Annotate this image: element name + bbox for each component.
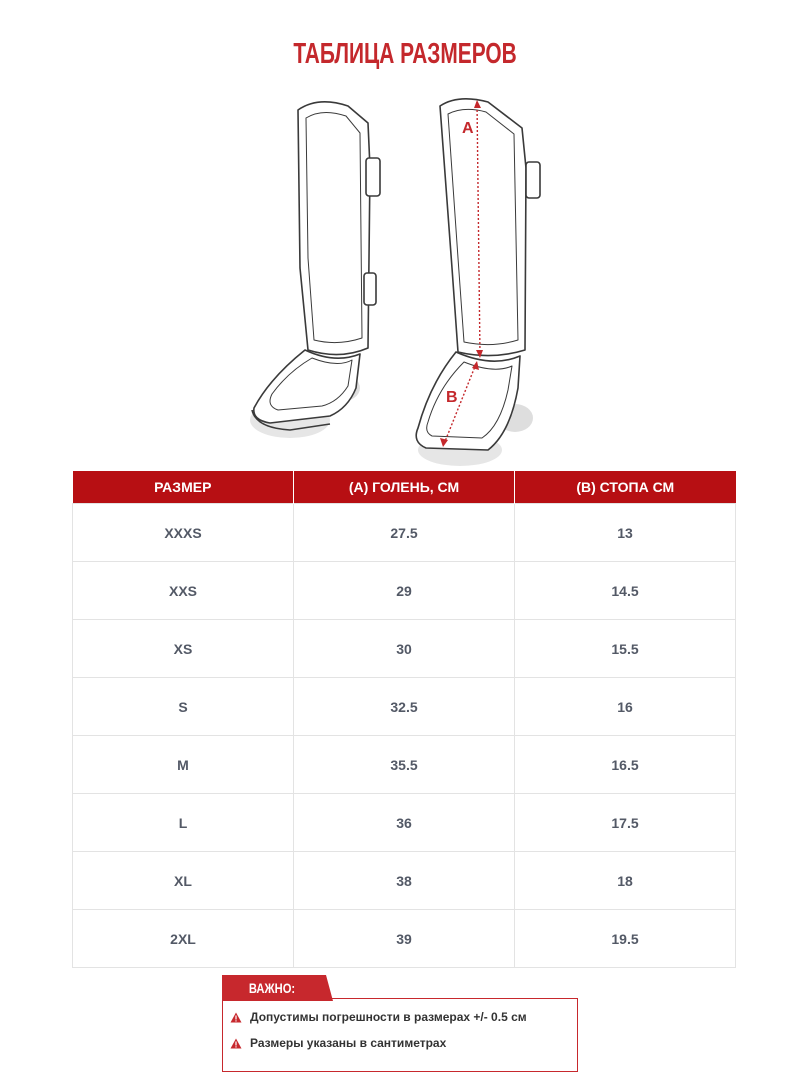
cell-foot: 14.5	[515, 562, 736, 620]
cell-shin: 35.5	[294, 736, 515, 794]
cell-foot: 16	[515, 678, 736, 736]
table-row	[73, 678, 736, 736]
right-shin-guard	[416, 99, 540, 466]
table-row	[73, 910, 736, 968]
header-shin: (А) ГОЛЕНЬ, СМ	[294, 471, 515, 504]
cell-foot: 15.5	[515, 620, 736, 678]
cell-size: S	[73, 678, 294, 736]
cell-size: XXXS	[73, 504, 294, 562]
note-line	[230, 1010, 527, 1024]
cell-size: XL	[73, 852, 294, 910]
cell-shin: 29	[294, 562, 515, 620]
cell-shin: 38	[294, 852, 515, 910]
table-row	[73, 504, 736, 562]
note-text: Допустимы погрешности в размерах +/- 0.5 см	[250, 1010, 527, 1024]
left-shin-guard	[250, 102, 380, 438]
note-tag-label: ВАЖНО:	[248, 980, 296, 996]
cell-foot: 19.5	[515, 910, 736, 968]
page-title: ТАБЛИЦА РАЗМЕРОВ	[293, 38, 517, 70]
cell-foot: 13	[515, 504, 736, 562]
size-table	[72, 471, 736, 968]
note-line	[230, 1036, 446, 1050]
cell-shin: 30	[294, 620, 515, 678]
table-row	[73, 852, 736, 910]
cell-shin: 27.5	[294, 504, 515, 562]
important-note	[222, 971, 578, 1073]
cell-foot: 17.5	[515, 794, 736, 852]
measure-label-b: B	[446, 389, 458, 406]
note-text: Размеры указаны в сантиметрах	[250, 1036, 447, 1050]
cell-foot: 16.5	[515, 736, 736, 794]
cell-size: L	[73, 794, 294, 852]
shin-guard-illustration	[230, 88, 590, 473]
cell-shin: 36	[294, 794, 515, 852]
cell-size: XS	[73, 620, 294, 678]
cell-size: M	[73, 736, 294, 794]
measure-label-a: A	[462, 120, 474, 137]
table-header-row	[73, 471, 736, 504]
table-row	[73, 794, 736, 852]
cell-shin: 39	[294, 910, 515, 968]
table-row	[73, 736, 736, 794]
warning-triangle-icon	[230, 1038, 242, 1049]
warning-triangle-icon	[230, 1012, 242, 1023]
cell-size: XXS	[73, 562, 294, 620]
cell-foot: 18	[515, 852, 736, 910]
cell-size: 2XL	[73, 910, 294, 968]
table-row	[73, 620, 736, 678]
table-row	[73, 562, 736, 620]
header-foot: (B) СТОПА СМ	[515, 471, 736, 504]
cell-shin: 32.5	[294, 678, 515, 736]
header-size: РАЗМЕР	[73, 471, 294, 504]
